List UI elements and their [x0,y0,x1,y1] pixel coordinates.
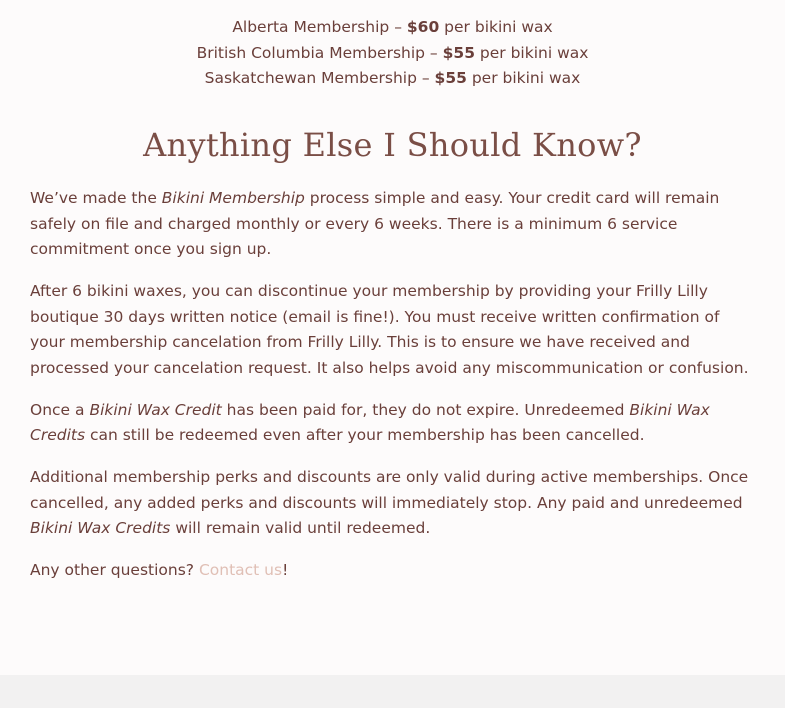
footer-band [0,675,785,708]
emphasis-term: Bikini Membership [161,189,305,207]
price-value: $55 [442,43,475,62]
paragraph-payment [30,186,755,263]
text-run: has been paid for, they do not expire. Unredeemed [221,400,630,419]
text-run: Additional membership perks and discounts are only valid during active memberships. Once cancelled, any added perks and discounts will immediately stop. Any paid and unredeemed [30,468,749,512]
pricing-line-alberta [0,15,785,41]
section-heading: Anything Else I Should Know? [143,126,642,164]
membership-pricing [0,15,785,92]
emphasis-term: Bikini Wax Credits [30,519,171,537]
pricing-unit: per bikini wax [466,69,581,87]
emphasis-term: Bikini Wax Credit [89,400,222,419]
text-run: Any other questions? [30,561,199,579]
pricing-unit: per bikini wax [439,18,553,36]
price-value: $55 [434,69,467,87]
contact-us-link[interactable]: Contact us [198,561,283,579]
text-run: will remain valid until redeemed. [170,519,431,537]
pricing-label: Saskatchewan Membership – [204,69,435,87]
pricing-label: British Columbia Membership – [196,43,443,62]
text-run: We’ve made the [30,189,162,207]
text-run: Once a [30,400,90,419]
pricing-unit: per bikini wax [474,43,589,62]
pricing-line-saskatchewan [0,66,785,92]
text-run: ! [282,561,289,579]
text-run: can still be redeemed even after your membership has been cancelled. [85,426,645,444]
paragraph-contact [30,558,755,584]
text-run: process simple and easy. Your credit card will remain safely on file and charged monthly or every 6 weeks. There is a minimum 6 service commitment once you sign up. [30,189,720,258]
paragraph-perks [30,465,755,542]
pricing-label: Alberta Membership – [232,18,407,36]
paragraph-credits [30,398,755,449]
paragraph-cancellation: After 6 bikini waxes, you can discontinue your membership by providing your Frilly Lilly boutique 30 days written notice (email is fine!). You must receive written confirmation of your membership cancelation from Frilly Lilly. This is to ensure we have received and processed your cancelation request. It also helps avoid any miscommunication or confusion. [30,282,749,377]
faq-body [30,186,755,600]
price-value: $60 [406,18,440,36]
pricing-line-british-columbia [0,41,785,67]
emphasis-term: Bikini Wax Credits [30,400,710,444]
